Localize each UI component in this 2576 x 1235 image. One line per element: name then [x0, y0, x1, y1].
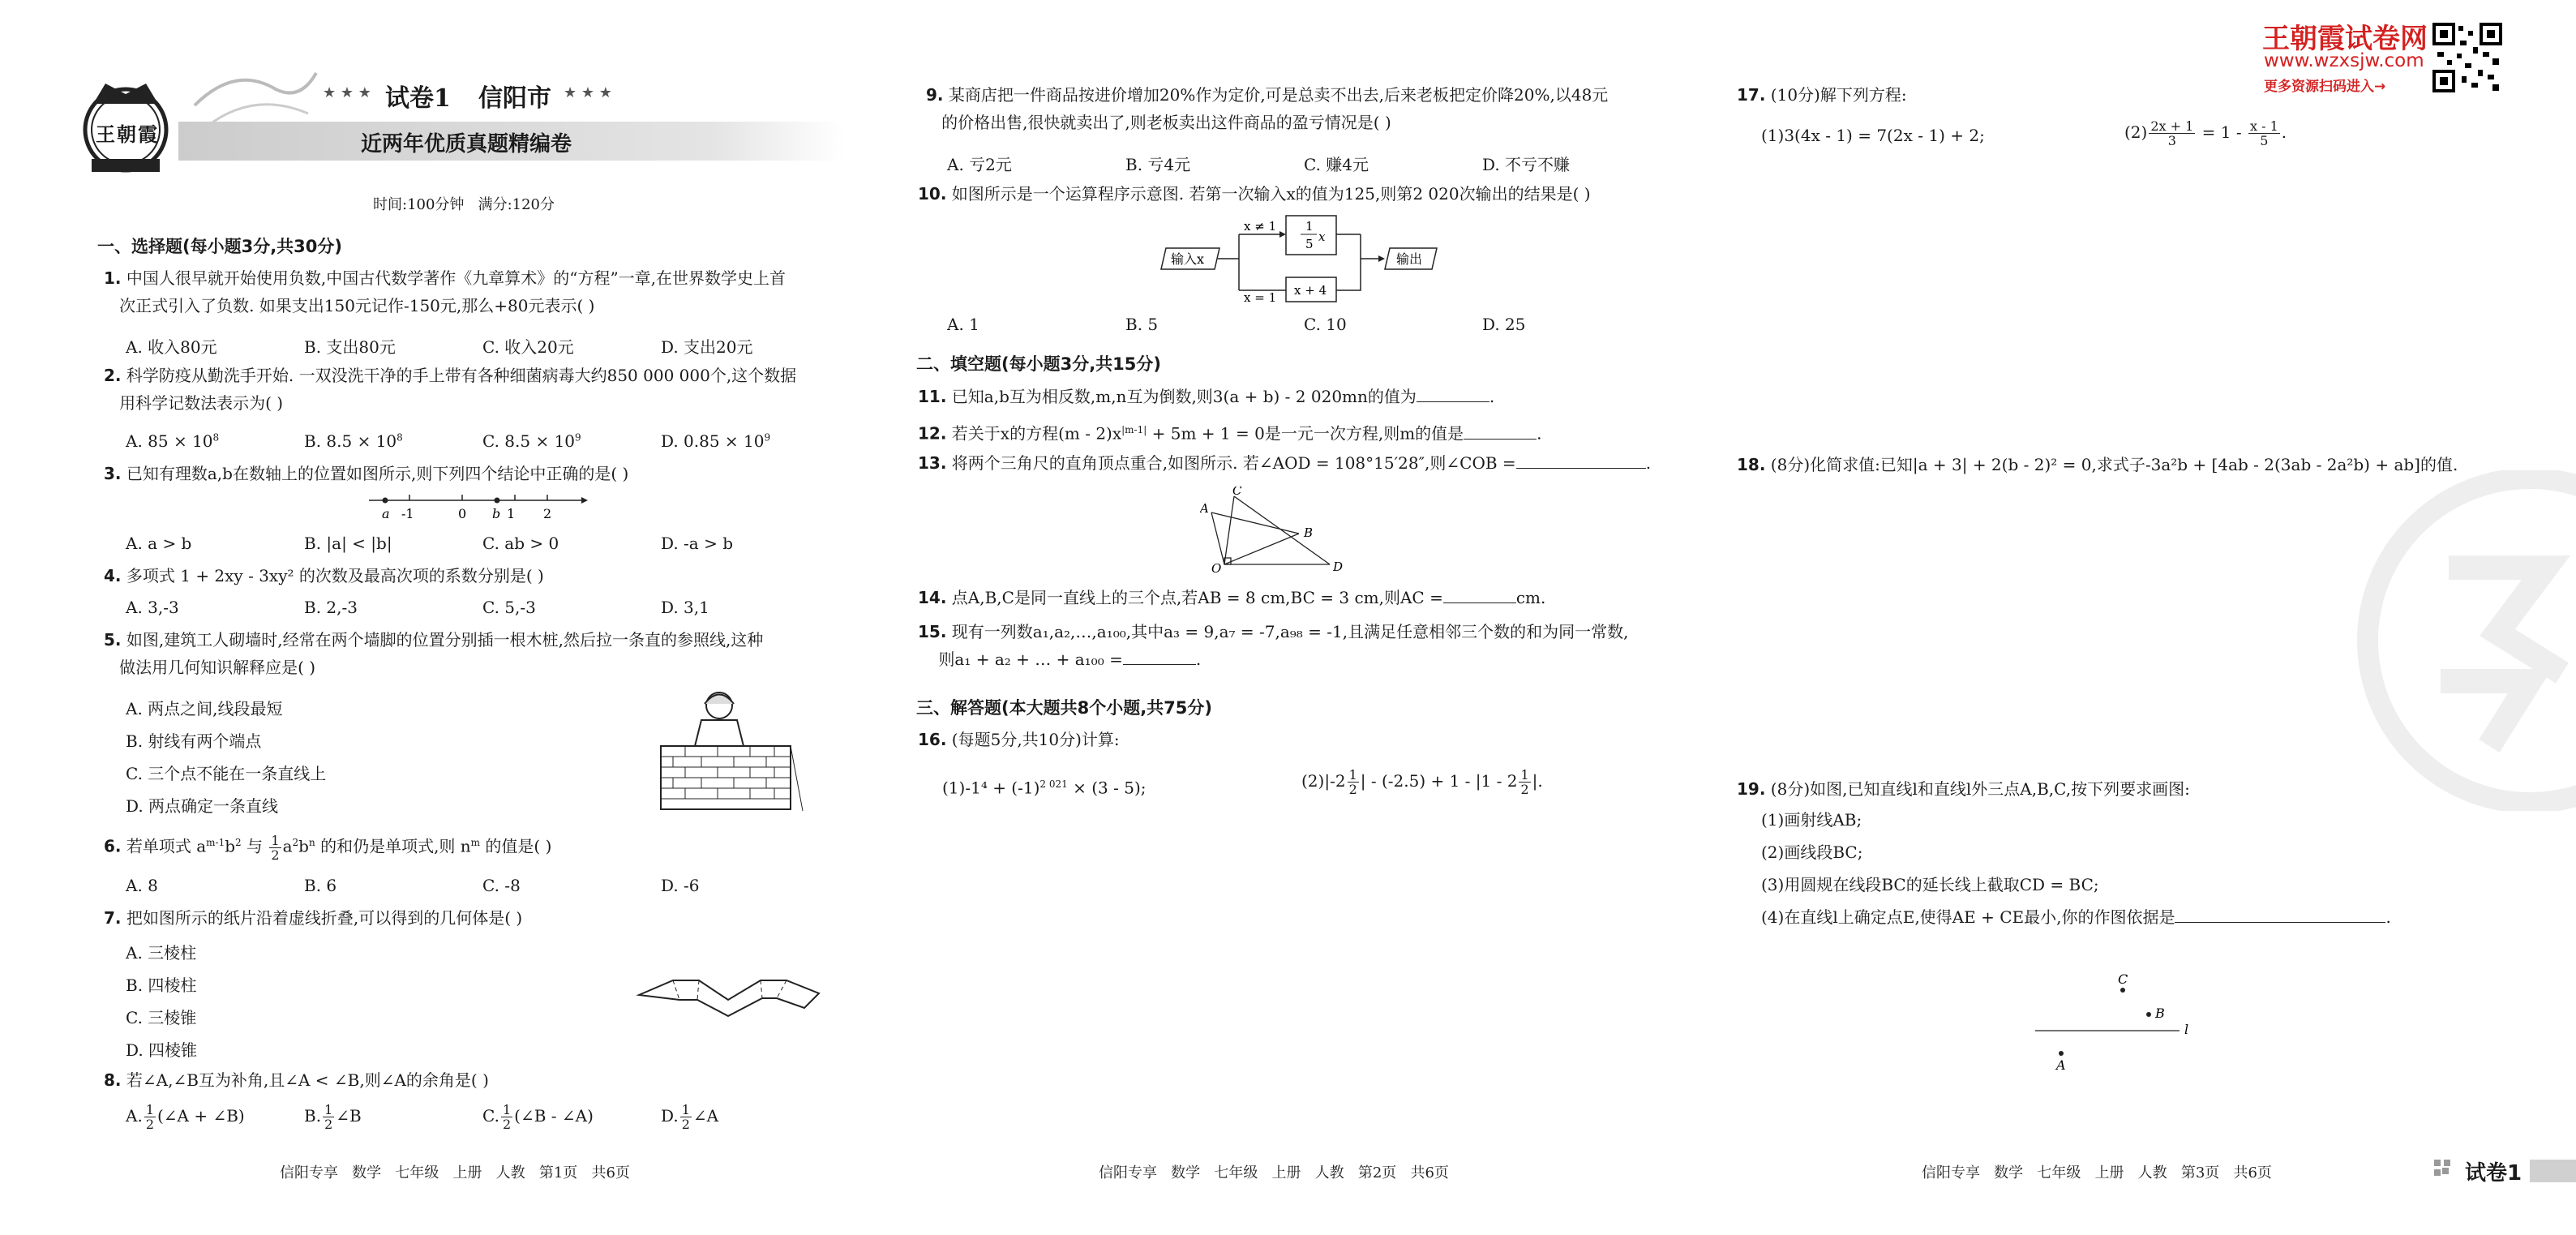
question-12: 12. 若关于x的方程$(m - 2)x^{|m-1|} + 5m + 1 = 0$是一元一次方程,则m的值是 . — [918, 423, 1542, 444]
q4-option-d[interactable]: D. 3,1 — [661, 598, 709, 617]
exam-title: 试卷1 — [385, 84, 451, 113]
stars-left: ★ ★ ★ — [323, 84, 371, 101]
label-B: B — [1304, 525, 1314, 540]
q9-option-a[interactable]: A. 亏2元 — [947, 155, 1012, 174]
label-C: C — [1232, 487, 1242, 498]
flow-op1-var: x — [1318, 229, 1326, 244]
label-D: D — [1333, 560, 1344, 574]
label-C: C — [2118, 971, 2128, 987]
q16-part-2: (2)|-2 $\frac{1}{2}$ | - (-2.5) + 1 - |1 - 2 $\frac{1}{2}$ |. — [1301, 767, 1543, 797]
watermark-seal-icon — [2351, 470, 2576, 811]
q19-step-1: (1)画射线AB; — [1761, 810, 1862, 830]
flowchart-figure — [1159, 212, 1516, 306]
q10-option-c[interactable]: C. 10 — [1304, 315, 1347, 334]
flow-op1-num: 1 — [1305, 219, 1314, 234]
q5-option-b[interactable]: B. 射线有两个端点 — [126, 731, 262, 751]
question-4: 4. 多项式 1 + 2xy - 3xy² 的次数及最高次项的系数分别是( ) — [104, 566, 544, 585]
q1-option-b[interactable]: B. 支出80元 — [304, 337, 396, 357]
flow-cond-1: x ≠ 1 — [1244, 219, 1277, 234]
brand-url[interactable]: www.wzxsjw.com — [2264, 50, 2424, 71]
logo-text: 王朝霞 — [96, 122, 159, 146]
question-5: 5. 如图,建筑工人砌墙时,经常在两个墙脚的位置分别插一根木桩,然后拉一条直的参照线,这种 做法用几何知识解释应是( ) — [104, 630, 764, 677]
q9-option-c[interactable]: C. 赚4元 — [1304, 155, 1369, 174]
q8-option-c[interactable]: C. $\frac{1}{2}$ (∠B - ∠A) — [482, 1102, 594, 1132]
axis-label-a: a — [382, 506, 390, 521]
question-17: 17. (10分)解下列方程: — [1737, 85, 1907, 105]
q13-answer-blank[interactable] — [1516, 452, 1646, 469]
q7-option-a[interactable]: A. 三棱柱 — [126, 943, 197, 963]
question-10: 10. 如图所示是一个运算程序示意图. 若第一次输入x的值为125,则第2 020次输出的结果是( ) — [918, 184, 1591, 204]
footer-page-1: 信阳专享 数学 七年级 上册 人教 第1页 共6页 — [280, 1164, 630, 1181]
q8-option-b[interactable]: B. $\frac{1}{2}$ ∠B — [304, 1102, 362, 1132]
q5-option-a[interactable]: A. 两点之间,线段最短 — [126, 699, 283, 718]
q17-part-1: (1)3(4x - 1) = 7(2x - 1) + 2; — [1761, 126, 1985, 145]
flow-op1-den: 5 — [1305, 237, 1314, 251]
q5-option-c[interactable]: C. 三个点不能在一条直线上 — [126, 764, 327, 783]
question-7: 7. 把如图所示的纸片沿着虚线折叠,可以得到的几何体是( ) — [104, 908, 523, 928]
q1-option-a[interactable]: A. 收入80元 — [126, 337, 217, 357]
page-3 — [1719, 0, 2576, 1235]
question-9: 9. 某商店把一件商品按进价增加20%作为定价,可是总卖不出去,后来老板把定价降20%,以48元 的价格出售,很快就卖出了,则老板卖出这件商品的盈亏情况是( ) — [926, 85, 1609, 132]
q15-answer-blank[interactable] — [1123, 648, 1196, 665]
footer-page-2: 信阳专享 数学 七年级 上册 人教 第2页 共6页 — [1099, 1164, 1449, 1181]
q7-option-b[interactable]: B. 四棱柱 — [126, 976, 197, 995]
triangle-rulers-figure — [1200, 487, 1354, 576]
paper-tag: 试卷1 — [2465, 1161, 2522, 1186]
section-2-title: 二、填空题(每小题3分,共15分) — [916, 354, 1162, 374]
q10-option-a[interactable]: A. 1 — [947, 315, 979, 334]
section-3-title: 三、解答题(本大题共8个小题,共75分) — [916, 698, 1213, 718]
q9-option-d[interactable]: D. 不亏不赚 — [1482, 155, 1571, 174]
q2-option-d[interactable]: D. $0.85 \times 10^9$ — [661, 431, 771, 451]
question-13: 13. 将两个三角尺的直角顶点重合,如图所示. 若∠AOD = 108°15′28″,则∠COB = . — [918, 453, 1652, 473]
question-8: 8. 若∠A,∠B互为补角,且∠A < ∠B,则∠A的余角是( ) — [104, 1070, 489, 1090]
axis-label-b: b — [492, 506, 501, 521]
q4-option-a[interactable]: A. 3,-3 — [126, 598, 179, 617]
page-2 — [892, 0, 1703, 1235]
label-B: B — [2155, 1006, 2165, 1021]
brand-name: 王朝霞试卷网 — [2262, 23, 2428, 55]
tag-bar — [2530, 1160, 2576, 1182]
q10-option-d[interactable]: D. 25 — [1482, 315, 1526, 334]
grid-corner-icon — [2432, 1158, 2457, 1182]
section-1-title: 一、选择题(每小题3分,共30分) — [97, 237, 343, 256]
footer-page-3: 信阳专享 数学 七年级 上册 人教 第3页 共6页 — [1922, 1164, 2272, 1181]
points-line-figure — [2027, 969, 2214, 1074]
q4-option-c[interactable]: C. 5,-3 — [482, 598, 536, 617]
label-O: O — [1211, 561, 1222, 576]
question-11: 11. 已知a,b互为相反数,m,n互为倒数,则3(a + b) - 2 020mn的值为 . — [918, 387, 1495, 406]
question-2: 2. 科学防疫从勤洗手开始. 一双没洗干净的手上带有各种细菌病毒大约850 000 000个,这个数据 用科学记数法表示为( ) — [104, 366, 797, 413]
q7-option-c[interactable]: C. 三棱锥 — [126, 1008, 197, 1027]
q19-step-2: (2)画线段BC; — [1761, 843, 1863, 862]
question-6: 6. 若单项式 $a^{m-1}b^2$ 与 $\frac{1}{2}$ $a^2b^n$ 的和仍是单项式,则 $n^m$ 的值是( ) — [104, 832, 552, 863]
q5-option-d[interactable]: D. 两点确定一条直线 — [126, 796, 279, 816]
flow-input: 输入x — [1171, 251, 1205, 267]
q4-option-b[interactable]: B. 2,-3 — [304, 598, 358, 617]
page-1 — [0, 0, 884, 1235]
question-14: 14. 点A,B,C是同一直线上的三个点,若AB = 8 cm,BC = 3 cm,则AC = cm. — [918, 588, 1546, 607]
q3-option-d[interactable]: D. -a > b — [661, 534, 733, 553]
label-A: A — [2056, 1057, 2066, 1073]
axis-label-1: 1 — [507, 506, 516, 521]
q6-option-b[interactable]: B. 6 — [304, 876, 337, 895]
subtitle: 近两年优质真题精编卷 — [361, 132, 572, 157]
q3-option-b[interactable]: B. |a| < |b| — [304, 534, 392, 553]
q10-option-b[interactable]: B. 5 — [1125, 315, 1159, 334]
flow-op2: x + 4 — [1294, 283, 1327, 298]
q19-step-4: (4)在直线l上确定点E,使得AE + CE最小,你的作图依据是 . — [1761, 907, 2391, 927]
q19-answer-blank[interactable] — [2175, 906, 2385, 923]
q2-option-a[interactable]: A. $85 \times 10^8$ — [126, 431, 220, 451]
q17-part-2: (2) $\frac{2x + 1}{3}$ = 1 - $\frac{x - 1}{5}$ . — [2124, 118, 2287, 148]
q3-option-c[interactable]: C. ab > 0 — [482, 534, 559, 553]
q12-answer-blank[interactable] — [1464, 422, 1537, 440]
q1-option-d[interactable]: D. 支出20元 — [661, 337, 753, 357]
question-19: 19. (8分)如图,已知直线l和直线l外三点A,B,C,按下列要求画图: — [1737, 779, 2190, 799]
exam-info: 时间:100分钟 满分:120分 — [373, 196, 555, 213]
brick-wall-worker-figure — [653, 681, 807, 815]
q9-option-b[interactable]: B. 亏4元 — [1125, 155, 1191, 174]
label-l: l — [2184, 1022, 2189, 1037]
q6-option-d[interactable]: D. -6 — [661, 876, 700, 895]
number-line-figure — [369, 491, 588, 523]
folding-paper-figure — [632, 969, 827, 1018]
axis-label-neg1: -1 — [401, 506, 414, 521]
q6-option-c[interactable]: C. -8 — [482, 876, 521, 895]
flow-output: 输出 — [1396, 251, 1423, 267]
axis-label-2: 2 — [543, 506, 552, 521]
question-3: 3. 已知有理数a,b在数轴上的位置如图所示,则下列四个结论中正确的是( ) — [104, 464, 629, 483]
question-16: 16. (每题5分,共10分)计算: — [918, 730, 1120, 749]
q11-answer-blank[interactable] — [1417, 385, 1489, 402]
brand-slogan: 更多资源扫码进入→ — [2264, 79, 2386, 95]
q2-option-c[interactable]: C. $8.5 \times 10^9$ — [482, 431, 581, 451]
flow-cond-2: x = 1 — [1244, 290, 1277, 305]
stars-right: ★ ★ ★ — [564, 84, 612, 101]
q1-option-c[interactable]: C. 收入20元 — [482, 337, 574, 357]
q6-option-a[interactable]: A. 8 — [126, 876, 158, 895]
q8-option-d[interactable]: D. $\frac{1}{2}$ ∠A — [661, 1102, 719, 1132]
qr-code-icon[interactable] — [2432, 23, 2502, 92]
q19-step-3: (3)用圆规在线段BC的延长线上截取CD = BC; — [1761, 875, 2099, 894]
q7-option-d[interactable]: D. 四棱锥 — [126, 1040, 198, 1060]
q3-option-a[interactable]: A. a > b — [126, 534, 192, 553]
q8-option-a[interactable]: A. $\frac{1}{2}$ (∠A + ∠B) — [126, 1102, 245, 1132]
question-18: 18. (8分)化简求值:已知|a + 3| + 2(b - 2)² = 0,求式子-3a²b + [4ab - 2(3ab - 2a²b) + ab]的值. — [1737, 455, 2458, 474]
q14-answer-blank[interactable] — [1443, 586, 1516, 603]
exam-city: 信阳市 — [478, 84, 551, 113]
q16-part-1: $(1)-1^4 + (-1)^{2 021} \times (3 - 5)$; — [942, 778, 1147, 798]
question-15: 15. 现有一列数a₁,a₂,…,a₁₀₀,其中a₃ = 9,a₇ = -7,a₉₈ = -1,且满足任意相邻三个数的和为同一常数, 则a₁ + a₂ + … + a₁₀₀ = . — [918, 622, 1629, 669]
question-1: 1. 中国人很早就开始使用负数,中国古代数学著作《九章算术》的“方程”一章,在世界数学史上首 次正式引入了负数. 如果支出150元记作-150元,那么+80元表示( ) — [104, 268, 787, 315]
label-A: A — [1200, 501, 1209, 516]
q2-option-b[interactable]: B. $8.5 \times 10^8$ — [304, 431, 403, 451]
axis-label-0: 0 — [458, 506, 467, 521]
